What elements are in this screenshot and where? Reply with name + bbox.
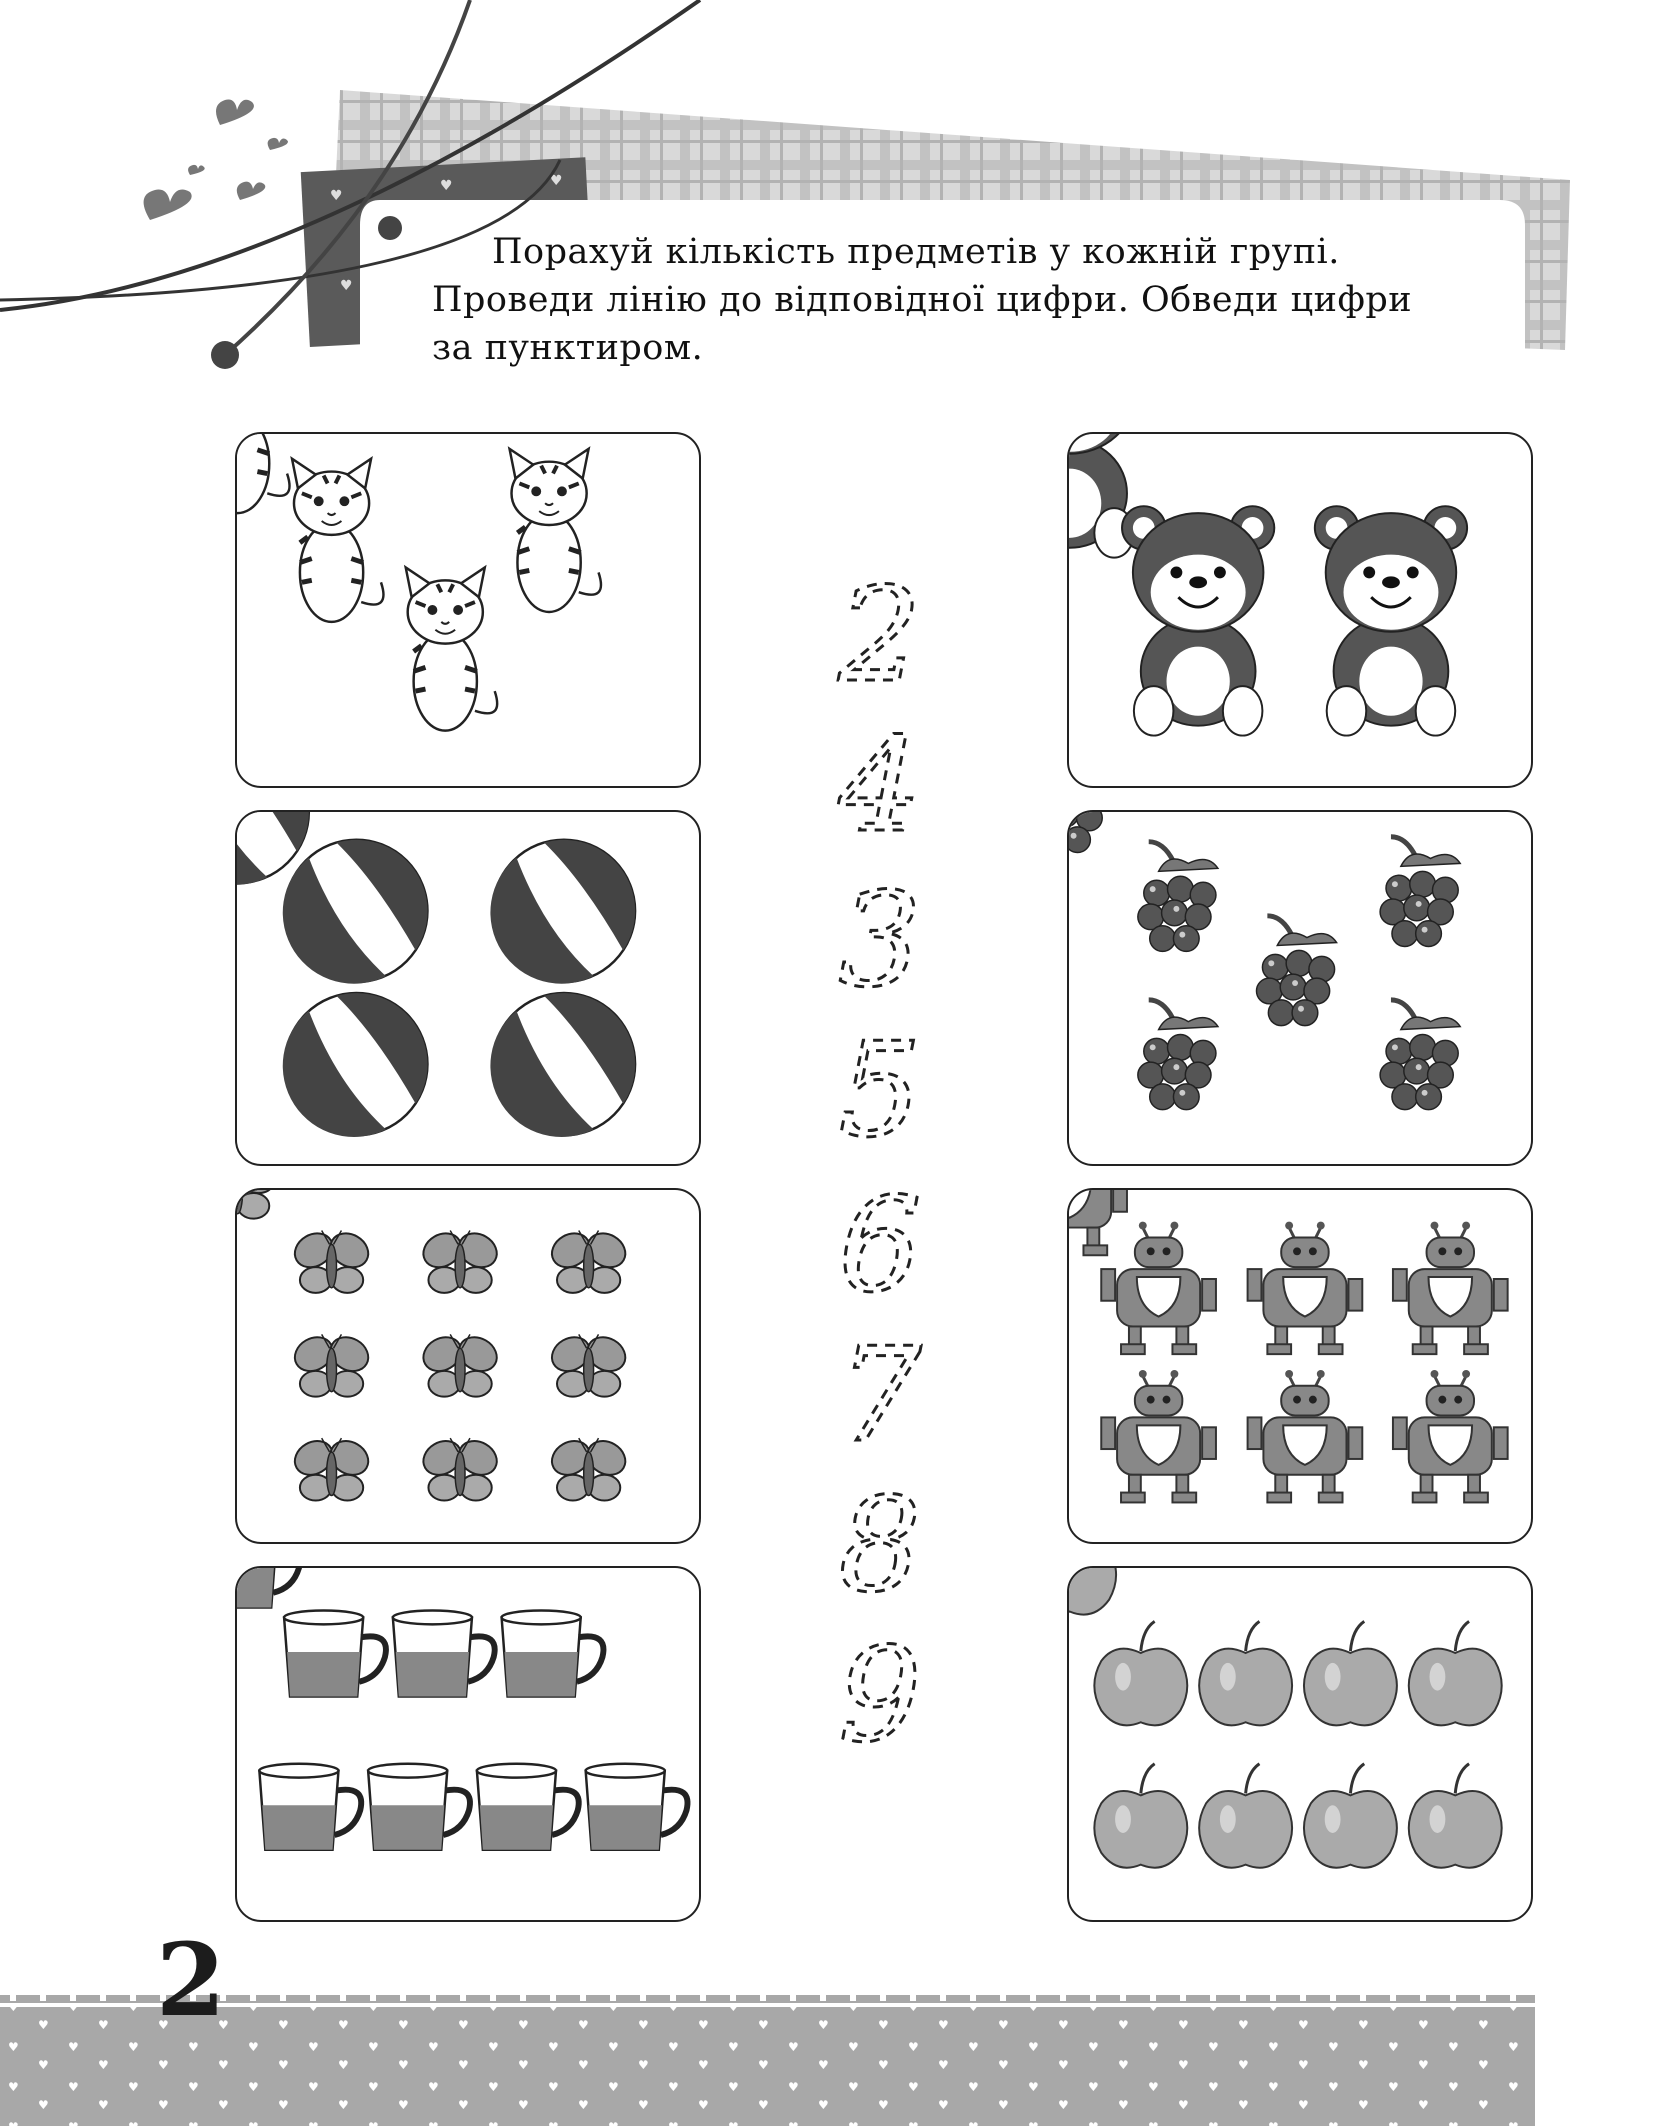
pin (378, 216, 402, 240)
berries-illustration (1069, 812, 1531, 1164)
apples-illustration (1069, 1568, 1531, 1920)
instruction-line-2: Проведи лінію до відповідної цифри. Обведи цифри (432, 280, 1413, 320)
card-cups[interactable] (235, 1566, 701, 1922)
card-butterflies[interactable] (235, 1188, 701, 1544)
svg-text:♥: ♥ (330, 188, 343, 204)
dotted-digit-3[interactable]: 3 (838, 864, 922, 1016)
dotted-digit-6[interactable]: 6 (838, 1169, 922, 1321)
card-apples[interactable] (1067, 1566, 1533, 1922)
svg-text:♥: ♥ (550, 173, 563, 189)
dotted-digit-4[interactable]: 4 (838, 709, 922, 861)
instruction-text (432, 228, 1482, 372)
balls-illustration (237, 812, 699, 1164)
card-bears[interactable] (1067, 432, 1533, 788)
dotted-digit-2[interactable]: 2 (838, 560, 922, 711)
butterflies-illustration (237, 1190, 699, 1542)
card-balls[interactable] (235, 810, 701, 1166)
cups-illustration (237, 1568, 699, 1920)
card-robots[interactable] (1067, 1188, 1533, 1544)
dotted-digit-5[interactable]: 5 (838, 1014, 922, 1166)
robots-illustration (1069, 1190, 1531, 1542)
dotted-digit-8[interactable]: 8 (838, 1469, 922, 1621)
svg-text:♥: ♥ (340, 278, 353, 294)
dotted-digit-9[interactable]: 9 (838, 1619, 922, 1771)
bears-illustration (1069, 434, 1531, 786)
footer-band (0, 1995, 1654, 2126)
page-number: 2 (156, 1921, 226, 2039)
kitten-right (510, 449, 601, 612)
kittens-illustration (237, 434, 699, 786)
card-kittens[interactable] (235, 432, 701, 788)
hearts-icon (144, 99, 288, 220)
dotted-digits (800, 560, 960, 1780)
instruction-line-3: за пунктиром. (432, 328, 704, 368)
pin (211, 341, 239, 369)
svg-text:♥: ♥ (440, 178, 453, 194)
dotted-digit-7[interactable]: 7 (838, 1319, 922, 1471)
kitten-center (406, 567, 497, 730)
card-berries[interactable] (1067, 810, 1533, 1166)
instruction-line-1: Порахуй кількість предметів у кожній групі. (492, 232, 1340, 272)
